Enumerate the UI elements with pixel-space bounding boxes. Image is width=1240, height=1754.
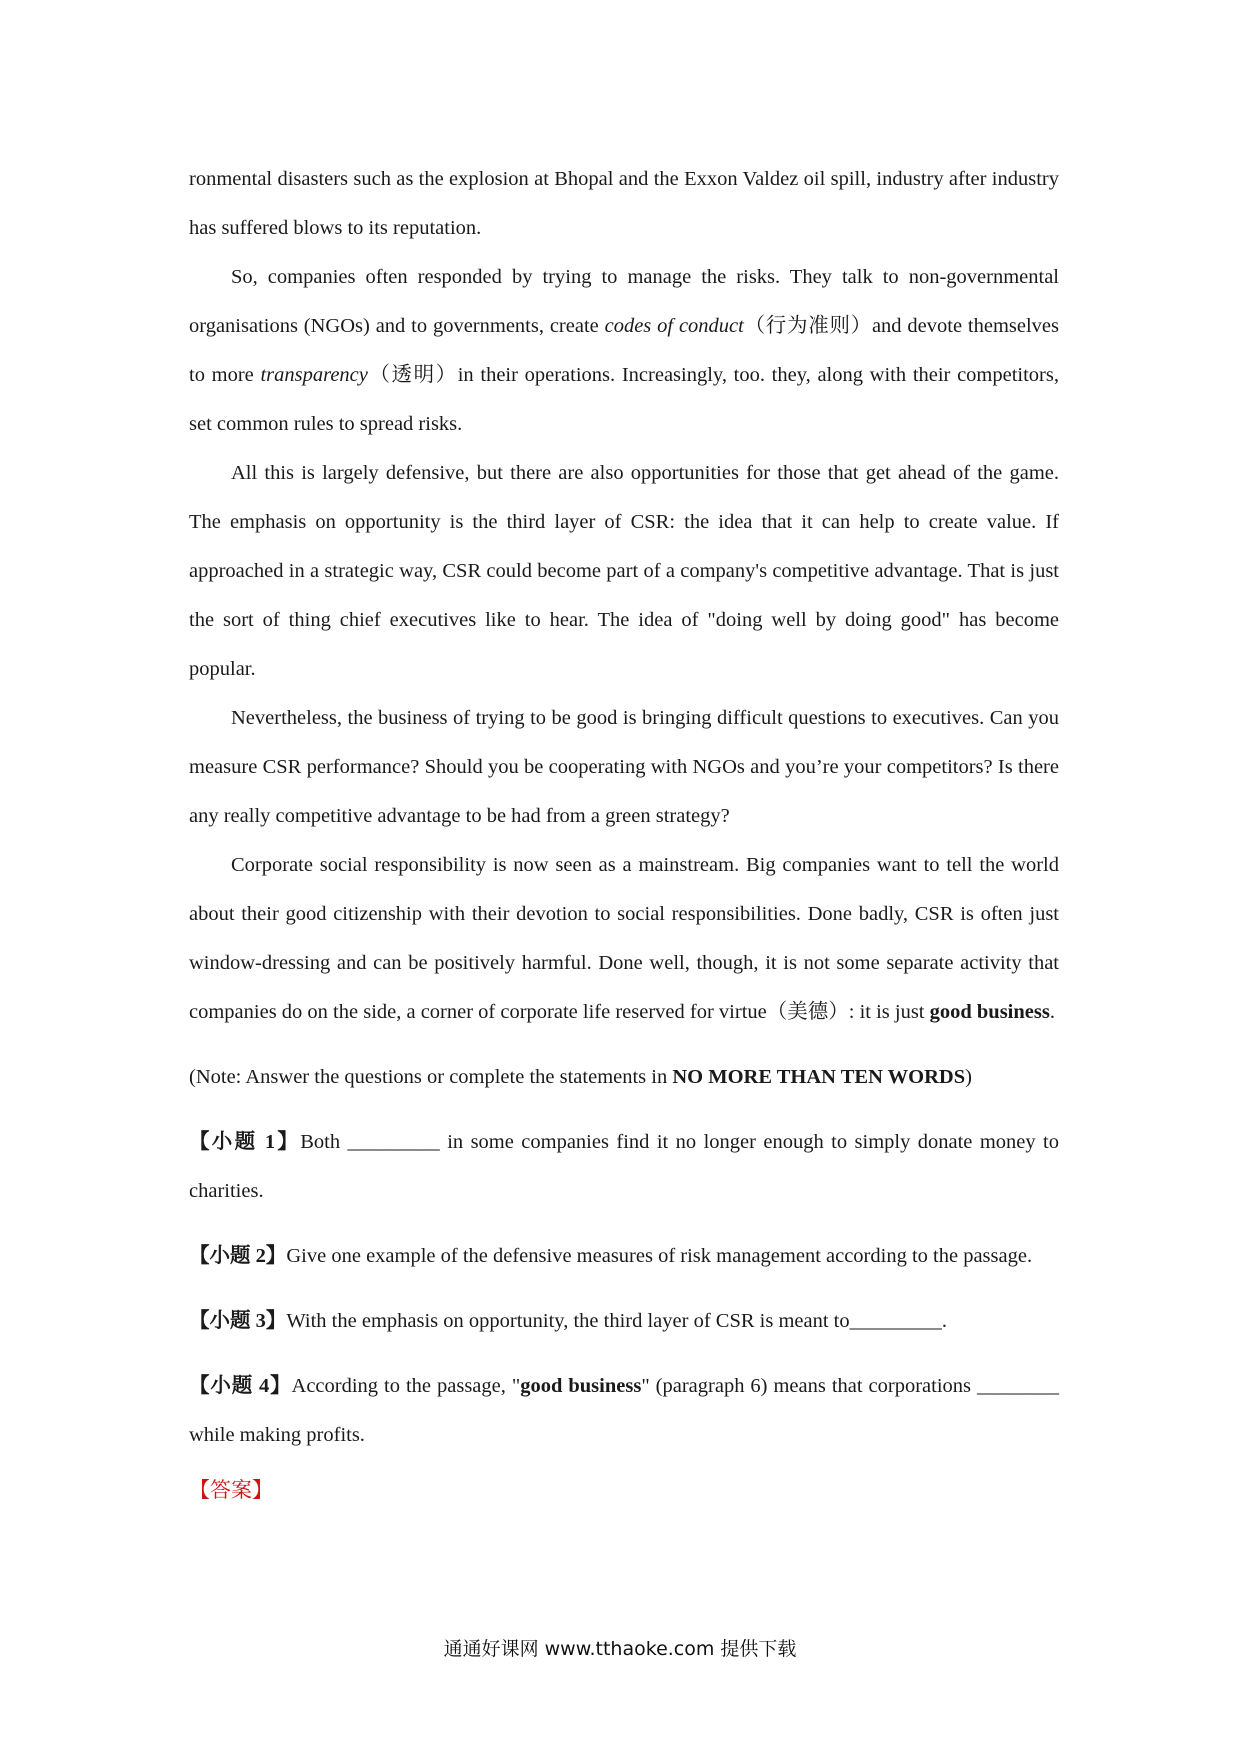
question-1-part-a: Both: [300, 1131, 348, 1153]
question-1-part-b: in some companies find it no longer enough to simply donate money to charities.: [189, 1131, 1060, 1202]
paragraph-3-text: All this is largely defensive, but there are also opportunities for those that get ahead of the game. The emphasis on opportunity is the third layer of CSR: the idea that it can help to create value. If approached in a strategic way, CSR could become part of a company's competitive advantage. That is just the sort of thing chief executives like to hear. The idea of "doing well by doing good" has become popular.: [189, 462, 1059, 680]
paragraph-5-part-a: Corporate social responsibility is now seen as a mainstream. Big companies want to tell the world about their good citizenship with their devotion to social responsibilities. Done badly, CSR is often just window-dressing and can be positively harmful. Done well, though, it is not some separate activity that companies do on the side, a corner of corporate life reserved for virtue（美德）: it is just: [189, 854, 1059, 1023]
document-body: [189, 155, 1059, 1510]
instruction-note: [189, 1053, 1059, 1102]
question-1-blank: _________: [347, 1131, 440, 1153]
paragraph-3: [189, 449, 1059, 694]
note-part-c: ): [965, 1066, 972, 1088]
question-2: [189, 1232, 1059, 1281]
question-3-blank: _________: [849, 1310, 942, 1332]
question-4-part-b: " (paragraph 6) means that corporations: [641, 1375, 978, 1397]
question-3-label: 【小题 3】: [189, 1310, 287, 1332]
codes-of-conduct-term: codes of conduct: [604, 315, 744, 337]
question-4-part-a: According to the passage, ": [291, 1375, 521, 1397]
question-4: [189, 1362, 1059, 1460]
paragraph-5-part-c: .: [1049, 1001, 1055, 1023]
question-3-part-a: With the emphasis on opportunity, the third layer of CSR is meant to: [286, 1310, 850, 1332]
question-4-label: 【小题 4】: [189, 1375, 292, 1397]
note-word-limit: NO MORE THAN TEN WORDS: [672, 1066, 966, 1088]
question-3: [189, 1297, 1059, 1346]
question-4-blank: ________: [977, 1375, 1060, 1397]
good-business-term: good business: [929, 1001, 1050, 1023]
question-1: [189, 1118, 1059, 1216]
paragraph-2-part-c: （透明）in their operations. Increasingly, too. they, along with their competitors, set common rules to spread risks.: [189, 364, 1059, 435]
paragraph-2: [189, 253, 1059, 449]
question-2-label: 【小题 2】: [189, 1245, 287, 1267]
paragraph-5: [189, 841, 1059, 1037]
question-1-label: 【小题 1】: [189, 1131, 301, 1153]
question-3-part-b: .: [941, 1310, 947, 1332]
paragraph-2-part-a: So, companies often responded by trying to manage the risks. They talk to non-governmental organisations (NGOs) and to governments, create: [189, 266, 1059, 337]
paragraph-4-text: Nevertheless, the business of trying to be good is bringing difficult questions to executives. Can you measure CSR performance? Should you be cooperating with NGOs and you’re your competitors? Is there any really competitive advantage to be had from a green strategy?: [189, 707, 1059, 827]
question-2-text: Give one example of the defensive measures of risk management according to the passage.: [286, 1245, 1033, 1267]
note-part-a: (Note: Answer the questions or complete the statements in: [189, 1066, 673, 1088]
answer-label: 【答案】: [189, 1478, 273, 1502]
paragraph-4: [189, 694, 1059, 841]
paragraph-2-part-b: （行为准则）and devote themselves to more: [189, 315, 1059, 386]
footer-source: 通通好课网 www.tthaoke.com 提供下载: [443, 1638, 797, 1660]
paragraph-1: [189, 155, 1059, 253]
question-4-part-c: while making profits.: [189, 1424, 365, 1446]
paragraph-1-text: ronmental disasters such as the explosion at Bhopal and the Exxon Valdez oil spill, industry after industry has suffered blows to its reputation.: [189, 168, 1059, 239]
transparency-term: transparency: [260, 364, 368, 386]
question-4-bold-term: good business: [520, 1375, 642, 1397]
